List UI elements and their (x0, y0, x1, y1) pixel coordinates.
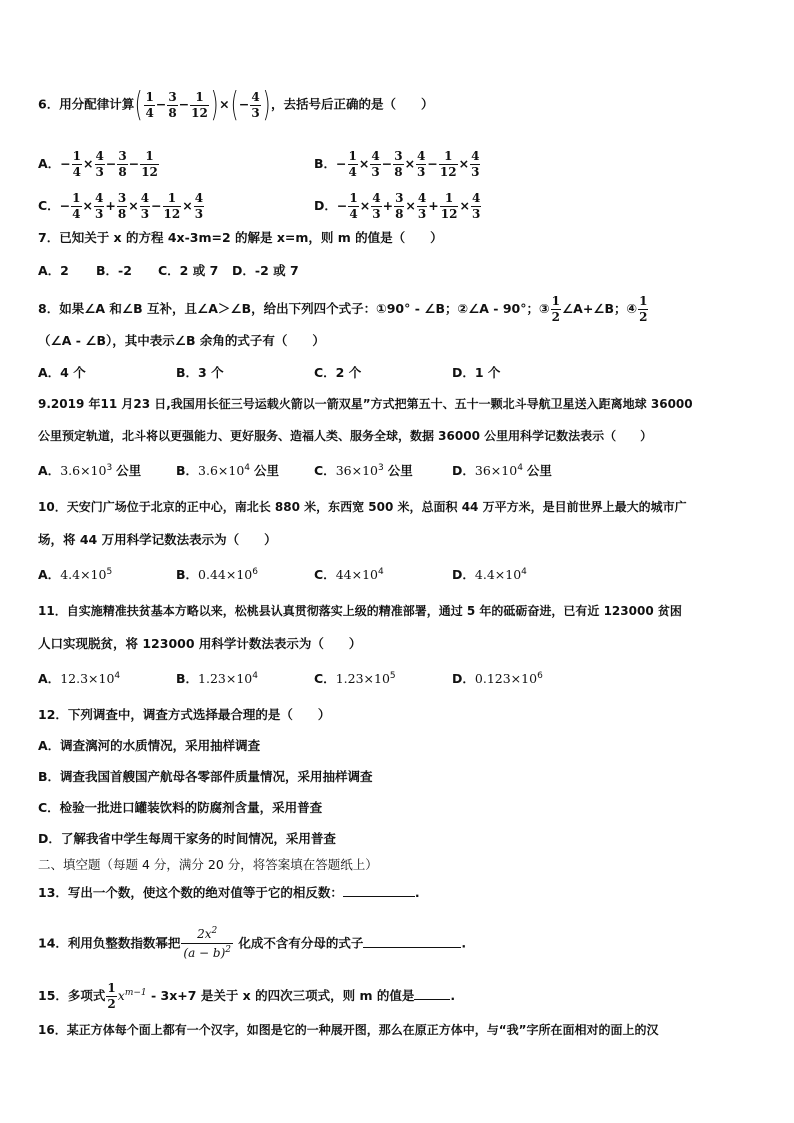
q11-option-c[interactable]: C．$1.23\times 10^5$ (314, 670, 396, 686)
left-paren: ( (134, 85, 143, 125)
question-9: 9.2019 年11 月23 日,我国用长征三号运载火箭以一箭双星”方式把第五十、五十一颗北斗导航卫星送入距离地球 36000 (38, 397, 693, 411)
q10-option-a[interactable]: A．$4.4\times 10^5$ (38, 566, 113, 582)
question-13: 13．写出一个数，使这个数的绝对值等于它的相反数： . (38, 885, 420, 900)
q8-option-d[interactable]: D．1 个 (452, 365, 501, 380)
q6-option-c[interactable]: C．− $\frac{1}{4}$ × $\frac{4}{3}$ + $\frac{3}{8}$ × $\frac{4}{3}$ − $\frac{1}{12}$ × $\frac{4}{3}$ (38, 191, 204, 221)
q7-option-a[interactable]: A．2 (38, 263, 69, 278)
section-fill-in-heading: 二、填空题（每题 4 分，满分 20 分，将答案填在答题纸上） (38, 857, 378, 872)
q8-option-a[interactable]: A．4 个 (38, 365, 86, 380)
q9-option-a[interactable]: A．$3.6\times 10^3$ 公里 (38, 462, 142, 478)
q7-option-b[interactable]: B．-2 (96, 263, 132, 278)
question-10-line-2: 场，将 44 万用科学记数法表示为（ ） (38, 532, 277, 547)
answer-blank[interactable] (363, 935, 461, 948)
question-8-line-2: （∠A - ∠B），其中表示∠B 余角的式子有（ ） (38, 333, 325, 348)
q11-option-a[interactable]: A．$12.3\times 10^4$ (38, 670, 121, 686)
q6-tail: ，去括号后正确的是（ ） (271, 96, 434, 112)
question-9-line-2: 公里预定轨道，北斗将以更强能力、更好服务、造福人类、服务全球，数据 36000 公里用科学记数法表示（ ） (38, 429, 653, 443)
question-8: 8．如果∠A 和∠B 互补，且∠A＞∠B，给出下列四个式子：①90° - ∠B；②∠A - 90°；③ $\frac{1}{2}$ ∠A+∠B；④ $\frac{1}{2}$ (38, 294, 648, 324)
question-15: 15．多项式 $\frac{1}{2}$ $x^{m-1} - 3x+7$ 是关于 x 的四次三项式，则 m 的值是 . (38, 981, 456, 1011)
question-7: 7．已知关于 x 的方程 4x-3m=2 的解是 x=m，则 m 的值是（ ） (38, 230, 443, 245)
answer-blank[interactable] (414, 987, 450, 1000)
q9-option-c[interactable]: C．$36\times 10^3$ 公里 (314, 462, 413, 478)
question-12: 12．下列调查中，调查方式选择最合理的是（ ） (38, 707, 331, 722)
q6-option-b[interactable]: B．− $\frac{1}{4}$ × $\frac{4}{3}$ − $\frac{3}{8}$ × $\frac{4}{3}$ − $\frac{1}{12}$ × $\frac{4}{3}$ (314, 149, 480, 179)
question-16: 16．某正方体每个面上都有一个汉字，如图是它的一种展开图，那么在原正方体中，与“我”字所在面相对的面上的汉 (38, 1023, 659, 1037)
answer-blank[interactable] (343, 884, 415, 897)
q10-option-b[interactable]: B．$0.44\times 10^6$ (176, 566, 258, 582)
question-6: 6．用分配律计算( $\frac{1}{4}$ − $\frac{3}{8}$ − $\frac{1}{12}$ )×(− $\frac{4}{3}$ )，去括号后正确的是（ ） (38, 85, 434, 125)
q12-option-c[interactable]: C．检验一批进口罐装饮料的防腐剂含量，采用普查 (38, 800, 323, 815)
q12-option-d[interactable]: D．了解我省中学生每周干家务的时间情况，采用普查 (38, 831, 336, 846)
q7-option-c[interactable]: C．2 或 7 (158, 263, 219, 278)
question-11: 11．自实施精准扶贫基本方略以来，松桃县认真贯彻落实上级的精准部署，通过 5 年的砥砺奋进，已有近 123000 贫困 (38, 604, 682, 618)
q11-option-d[interactable]: D．$0.123\times 10^6$ (452, 670, 543, 686)
question-11-line-2: 人口实现脱贫，将 123000 用科学计数法表示为（ ） (38, 636, 362, 651)
q9-option-d[interactable]: D．$36\times 10^4$ 公里 (452, 462, 552, 478)
question-14: 14．利用负整数指数幂把 $\frac{2x^2}{(a - b)^2}$ 化成不含有分母的式子 . (38, 926, 467, 960)
q10-option-c[interactable]: C．$44\times 10^4$ (314, 566, 384, 582)
question-10: 10．天安门广场位于北京的正中心，南北长 880 米，东西宽 500 米，总面积 44 万平方米，是目前世界上最大的城市广 (38, 500, 687, 514)
q6-number: 6． (38, 96, 60, 112)
q8-option-c[interactable]: C．2 个 (314, 365, 362, 380)
q6-lead: 用分配律计算 (59, 96, 135, 112)
q12-option-a[interactable]: A．调查漓河的水质情况，采用抽样调查 (38, 738, 261, 753)
q11-option-b[interactable]: B．$1.23\times 10^4$ (176, 670, 258, 686)
q12-option-b[interactable]: B．调查我国首艘国产航母各零部件质量情况，采用抽样调查 (38, 769, 373, 784)
q8-option-b[interactable]: B．3 个 (176, 365, 224, 380)
q10-option-d[interactable]: D．$4.4\times 10^4$ (452, 566, 527, 582)
q7-option-d[interactable]: D．-2 或 7 (232, 263, 299, 278)
right-paren: ) (210, 85, 219, 125)
q6-option-a[interactable]: A．− $\frac{1}{4}$ × $\frac{4}{3}$ − $\frac{3}{8}$ − $\frac{1}{12}$ (38, 149, 158, 179)
q6-option-d[interactable]: D．− $\frac{1}{4}$ × $\frac{4}{3}$ + $\frac{3}{8}$ × $\frac{4}{3}$ + $\frac{1}{12}$ × $\frac{4}{3}$ (314, 191, 481, 221)
q9-option-b[interactable]: B．$3.6\times 10^4$ 公里 (176, 462, 280, 478)
